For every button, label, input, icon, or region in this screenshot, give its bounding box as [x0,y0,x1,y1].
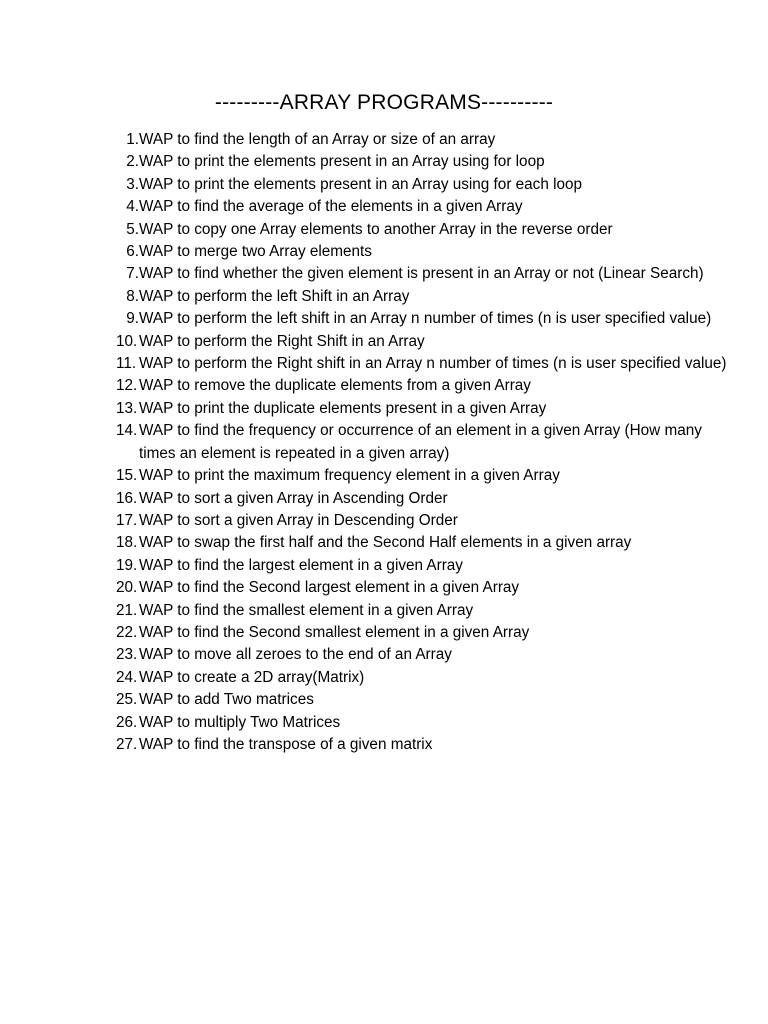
list-item [100,734,730,756]
list-item [100,488,730,510]
item-number: 19. [116,556,138,574]
list-item [100,375,730,397]
list-item [100,510,730,532]
list-item [100,129,730,151]
item-number: 27. [116,735,138,753]
item-number: 17. [116,511,138,529]
item-number: 9. [126,310,139,328]
list-item [100,196,730,218]
item-text: WAP to find the length of an Array or size of an array [139,131,496,148]
item-text: WAP to create a 2D array(Matrix) [139,668,365,686]
item-text: WAP to find the largest element in a given Array [139,556,463,574]
list-item [100,151,730,173]
item-number: 7. [126,265,139,283]
item-text: WAP to swap the first half and the Second Half elements in a given array [139,534,632,552]
list-item [100,308,730,330]
item-text: WAP to add Two matrices [139,691,314,709]
item-number: 22. [116,623,138,641]
item-text: WAP to find the frequency or occurrence of an element in a given Array (How many times an element is repeated in a given array) [139,422,702,462]
item-text: WAP to sort a given Array in Descending Order [139,511,458,529]
item-text: WAP to find the transpose of a given matrix [139,735,433,753]
item-number: 8. [126,287,139,305]
list-item [100,398,730,420]
list-item [100,241,730,263]
item-number: 1. [126,131,139,148]
list-item [100,353,730,375]
item-number: 11. [116,355,137,373]
list-item [100,286,730,308]
item-number: 12. [116,377,138,395]
item-text: WAP to print the elements present in an Array using for loop [139,153,545,171]
item-text: WAP to copy one Array elements to another Array in the reverse order [139,220,613,238]
item-number: 3. [126,175,139,193]
item-number: 14. [116,422,138,440]
list-item [100,219,730,241]
item-number: 4. [126,198,139,216]
item-number: 24. [116,668,138,686]
item-text: WAP to find the average of the elements in a given Array [139,198,523,216]
item-number: 5. [126,220,139,238]
page-title: ---------ARRAY PROGRAMS---------- [214,91,554,114]
item-number: 20. [116,579,138,597]
item-number: 16. [116,489,138,507]
list-item [100,420,730,465]
item-text: WAP to perform the left shift in an Array n number of times (n is user specified value) [139,310,712,328]
list-item [100,331,730,353]
item-text: WAP to merge two Array elements [139,243,372,261]
item-number: 21. [116,601,138,619]
item-number: 15. [116,467,138,485]
item-number: 18. [116,534,138,552]
item-text: WAP to find the smallest element in a given Array [139,601,474,619]
item-text: WAP to sort a given Array in Ascending Order [139,489,448,507]
list-item [100,644,730,666]
item-number: 26. [116,713,138,731]
item-text: WAP to perform the Right Shift in an Array [139,332,425,350]
list-item [100,263,730,285]
list-item [100,465,730,487]
list-item [100,689,730,711]
list-item [100,555,730,577]
list-item [100,712,730,734]
item-number: 25. [116,691,138,709]
item-text: WAP to print the maximum frequency element in a given Array [139,467,560,485]
item-text: WAP to perform the Right shift in an Array n number of times (n is user specified value) [139,355,727,373]
list-item [100,622,730,644]
item-number: 10. [116,332,138,350]
item-text: WAP to find whether the given element is present in an Array or not (Linear Search) [139,265,704,283]
item-text: WAP to perform the left Shift in an Array [139,287,410,305]
item-number: 6. [126,243,139,261]
program-list [100,129,730,756]
list-item [100,600,730,622]
list-item [100,532,730,554]
list-item [100,667,730,689]
list-item [100,577,730,599]
item-text: WAP to print the duplicate elements present in a given Array [139,399,547,417]
item-text: WAP to print the elements present in an Array using for each loop [139,175,583,193]
item-text: WAP to remove the duplicate elements from a given Array [139,377,531,395]
item-text: WAP to find the Second largest element in a given Array [139,579,520,597]
item-text: WAP to find the Second smallest element in a given Array [139,623,530,641]
list-item [100,174,730,196]
item-text: WAP to move all zeroes to the end of an Array [139,646,452,664]
item-number: 23. [116,646,138,664]
item-number: 2. [126,153,139,171]
item-text: WAP to multiply Two Matrices [139,713,341,731]
item-number: 13. [116,399,138,417]
